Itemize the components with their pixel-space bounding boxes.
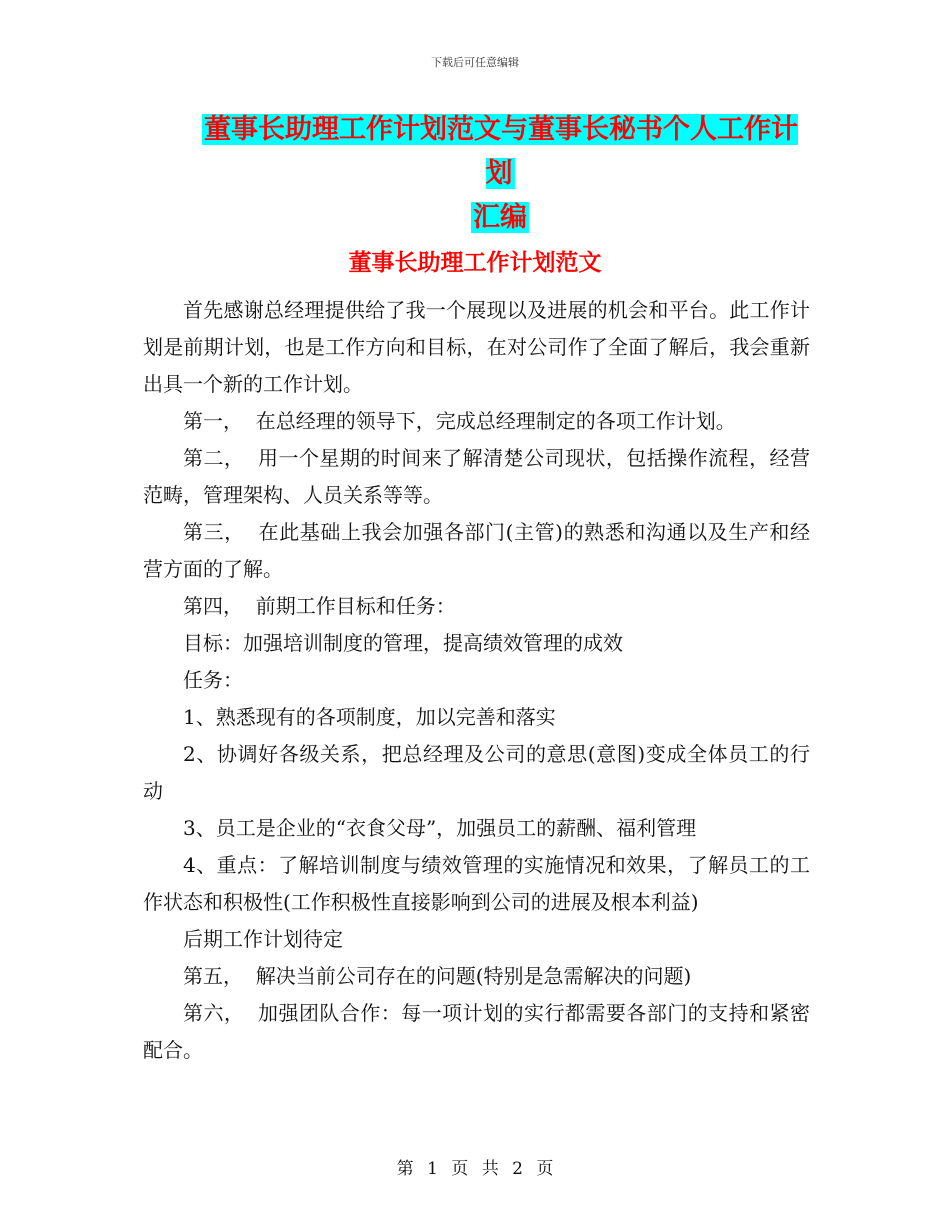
- document-title-line-1: 董事长助理工作计划范文与董事长秘书个人工作计划: [204, 114, 798, 189]
- paragraph: 首先感谢总经理提供给了我一个展现以及进展的机会和平台。此工作计划是前期计划，也是工作方向和目标，在对公司作了全面了解后，我会重新出具一个新的工作计划。: [143, 298, 810, 396]
- list-item: 1、熟悉现有的各项制度，加以完善和落实: [183, 705, 556, 729]
- footer-total-unit: 页: [536, 1159, 554, 1179]
- document-title-line-2: 汇编: [473, 202, 527, 233]
- footer-total-prefix: 共: [481, 1159, 499, 1179]
- paragraph: 后期工作计划待定: [183, 927, 343, 951]
- list-item: 3、员工是企业的“衣食父母”，加强员工的薪酬、福利管理: [183, 816, 697, 840]
- paragraph: 第一， 在总经理的领导下，完成总经理制定的各项工作计划。: [183, 409, 736, 433]
- header-note: 下载后可任意编辑: [431, 56, 519, 69]
- paragraph: 第四， 前期工作目标和任务：: [183, 594, 456, 618]
- paragraph: 第六， 加强团队合作：每一项计划的实行都需要各部门的支持和紧密配合。: [143, 1001, 810, 1062]
- paragraph: 第五， 解决当前公司存在的问题(特别是急需解决的问题): [183, 964, 692, 988]
- paragraph: 任务：: [183, 668, 243, 692]
- page-footer: [0, 1154, 950, 1179]
- footer-page-unit: 页: [451, 1159, 469, 1179]
- document-body: [143, 292, 810, 1069]
- paragraph: 第三， 在此基础上我会加强各部门(主管)的熟悉和沟通以及生产和经营方面的了解。: [143, 520, 810, 581]
- footer-prefix: 第: [396, 1159, 414, 1179]
- document-title: [190, 108, 810, 240]
- list-item: 2、协调好各级关系，把总经理及公司的意思(意图)变成全体员工的行动: [143, 742, 810, 803]
- page-number: 1: [427, 1159, 438, 1179]
- list-item: 4、重点：了解培训制度与绩效管理的实施情况和效果，了解员工的工作状态和积极性(工作积极性直接影响到公司的进展及根本利益): [143, 853, 810, 914]
- section-title: 董事长助理工作计划范文: [348, 249, 602, 276]
- paragraph: 第二， 用一个星期的时间来了解清楚公司现状，包括操作流程，经营范畴，管理架构、人员关系等等。: [143, 446, 810, 507]
- total-pages: 2: [512, 1159, 523, 1179]
- paragraph: 目标：加强培训制度的管理，提高绩效管理的成效: [183, 631, 623, 655]
